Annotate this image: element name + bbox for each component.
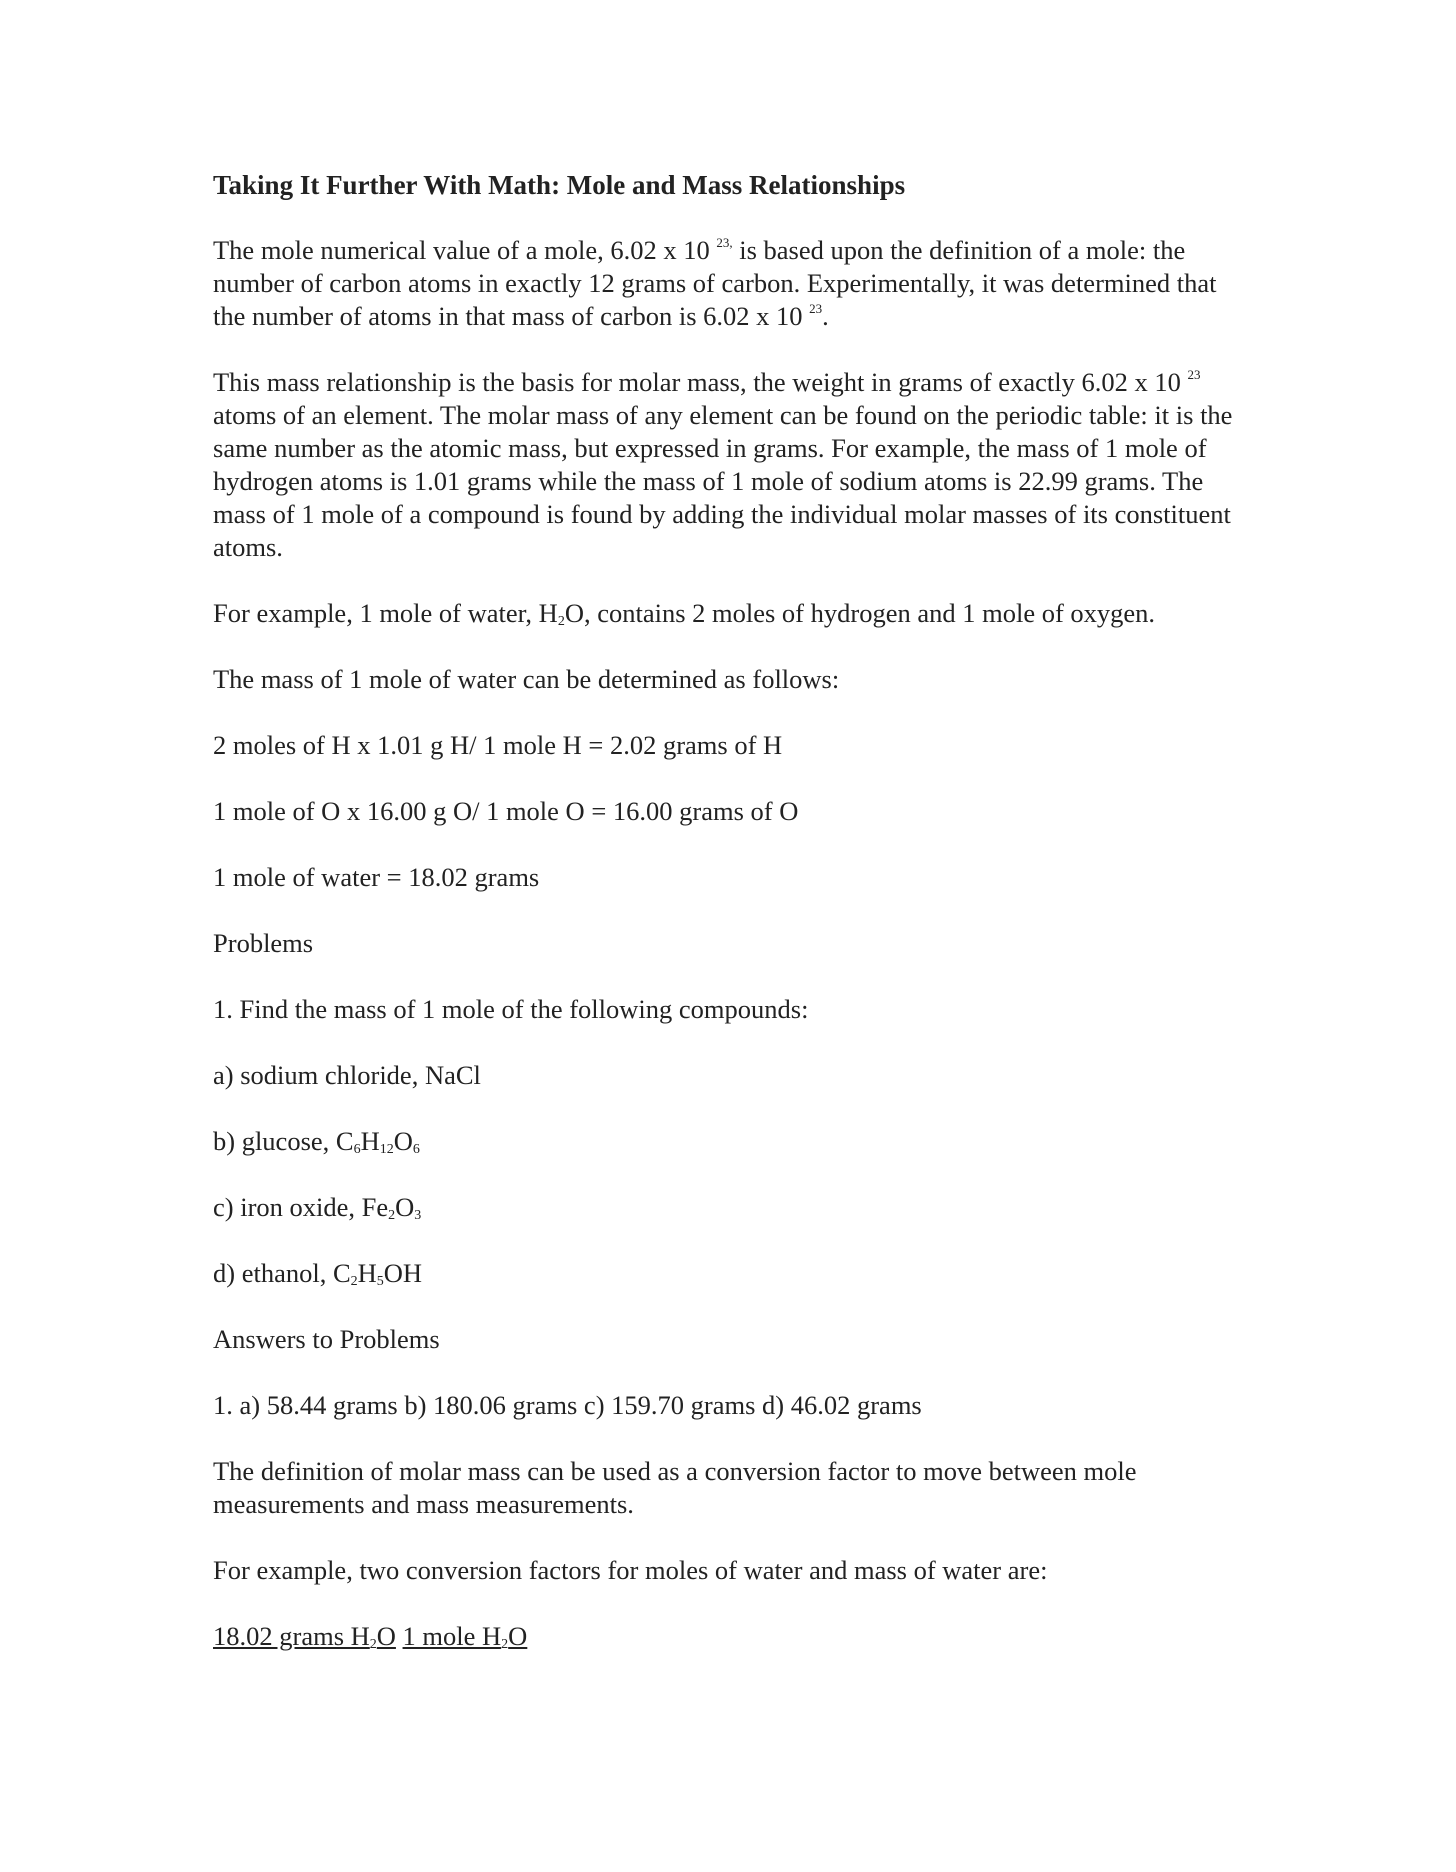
subscript: 6 (353, 1142, 361, 1157)
text-run: . (822, 301, 829, 331)
problem-statement: 1. Find the mass of 1 mole of the following compounds: (213, 994, 809, 1024)
answers-heading: Answers to Problems (213, 1324, 440, 1354)
conversion-factor-grams (213, 1621, 396, 1651)
text-run: H (360, 1126, 380, 1156)
problem-item-a: a) sodium chloride, NaCl (213, 1060, 481, 1090)
subscript: 3 (414, 1208, 422, 1223)
subscript: 2 (501, 1637, 509, 1652)
problem-item-b (213, 1125, 1243, 1158)
text-run: d) ethanol, C (213, 1258, 351, 1288)
water-example-paragraph (213, 597, 1243, 630)
text-run: 18.02 grams H (213, 1621, 370, 1651)
superscript: 23 (1187, 367, 1201, 382)
text-run: For example, 1 mole of water, H (213, 598, 558, 628)
problems-heading: Problems (213, 928, 314, 958)
mole-definition-paragraph (213, 234, 1243, 333)
text-run: is based upon the definition of a mole: the number of carbon atoms in exactly 12 grams of carbon. Experimentally, it was determined that the number of atoms in that mass of carbon is 6.02 x 10 (213, 235, 1217, 331)
document-page (213, 168, 1243, 1686)
document-title: Taking It Further With Math: Mole and Mass Relationships (213, 170, 906, 200)
conversion-factor-paragraph: The definition of molar mass can be used as a conversion factor to move between mole measurements and mass measurements. (213, 1456, 1137, 1519)
text-run: b) glucose, C (213, 1126, 354, 1156)
text-run: This mass relationship is the basis for molar mass, the weight in grams of exactly 6.02 x 10 (213, 367, 1188, 397)
answers-list: 1. a) 58.44 grams b) 180.06 grams c) 159.70 grams d) 46.02 grams (213, 1390, 922, 1420)
text-run: c) iron oxide, Fe (213, 1192, 389, 1222)
subscript: 6 (412, 1142, 420, 1157)
text-run: O (393, 1126, 413, 1156)
text-run: H (357, 1258, 377, 1288)
calculation-hydrogen: 2 moles of H x 1.01 g H/ 1 mole H = 2.02 grams of H (213, 730, 783, 760)
text-run: O (508, 1621, 528, 1651)
conversion-factor-mole (403, 1621, 528, 1651)
calculation-total: 1 mole of water = 18.02 grams (213, 862, 540, 892)
conversion-example-paragraph: For example, two conversion factors for moles of water and mass of water are: (213, 1555, 1048, 1585)
water-mass-intro: The mass of 1 mole of water can be determined as follows: (213, 664, 840, 694)
subscript: 2 (557, 614, 565, 629)
calculation-oxygen: 1 mole of O x 16.00 g O/ 1 mole O = 16.00 grams of O (213, 796, 799, 826)
text-run: 1 mole H (402, 1621, 502, 1651)
subscript: 2 (369, 1637, 377, 1652)
superscript: 23 (809, 301, 823, 316)
problem-item-d (213, 1257, 1243, 1290)
conversion-factors-line (213, 1620, 1243, 1653)
text-run: O (395, 1192, 415, 1222)
subscript: 2 (388, 1208, 396, 1223)
superscript: 23, (716, 235, 733, 250)
molar-mass-paragraph (213, 366, 1243, 564)
subscript: 5 (376, 1274, 384, 1289)
subscript: 12 (379, 1142, 394, 1157)
subscript: 2 (350, 1274, 358, 1289)
text-run: O (376, 1621, 396, 1651)
text-run: OH (383, 1258, 423, 1288)
problem-item-c (213, 1191, 1243, 1224)
text-run: The mole numerical value of a mole, 6.02 x 10 (213, 235, 717, 265)
text-run: atoms of an element. The molar mass of any element can be found on the periodic table: it is the same number as the atomic mass, but expressed in grams. For example, the mass of 1 mole of hydrogen atoms is 1.01 grams while the mass of 1 mole of sodium atoms is 22.99 grams. The mass of 1 mole of a compound is found by adding the individual molar masses of its constituent atoms. (213, 400, 1233, 562)
text-run: O, contains 2 moles of hydrogen and 1 mole of oxygen. (564, 598, 1156, 628)
